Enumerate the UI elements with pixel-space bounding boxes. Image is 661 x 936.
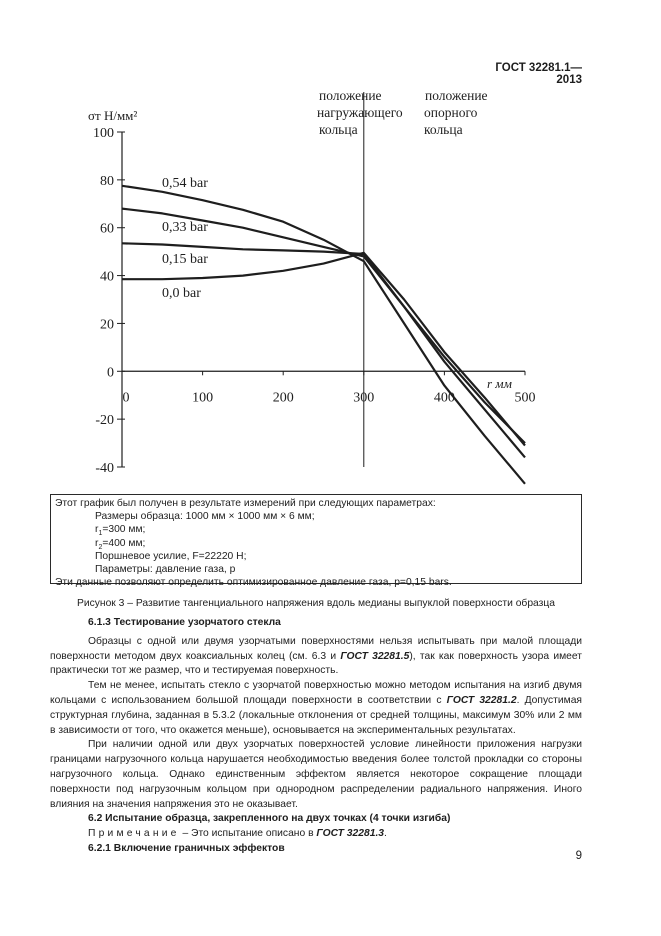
- support-ring-label-1: положение: [425, 88, 488, 103]
- support-ring-label-3: кольца: [424, 122, 463, 137]
- x-tick-label: 500: [514, 390, 536, 406]
- series-line-2: [122, 243, 525, 443]
- x-tick-label: 100: [192, 390, 214, 406]
- paragraph-3: При наличии одной или двух узорчатых поверхностей условие линейности приложения нагрузки границами нагрузочного кольца нарушается необходимостью введения более толстой прокладки со стороны нагрузочного кольца. Однако единственным эффектом является некоторое сокращение площади поверхности под нагрузочным кольцом при однородном распределении радиального напряжения. Иного влияния на значения напряжения это не оказывает.: [50, 739, 582, 810]
- series-line-3: [122, 253, 525, 446]
- measurement-parameters: [50, 494, 582, 589]
- loaded-ring-label-2: нагружающего: [317, 105, 403, 120]
- loaded-ring-label-1: положение: [319, 88, 382, 103]
- chart-ticks: [93, 126, 536, 476]
- x-tick-label: 0: [122, 390, 130, 406]
- series-label-054: 0,54 bar: [162, 176, 208, 191]
- x-tick-label: 400: [433, 390, 455, 406]
- paragraph-1: Образцы с одной или двумя узорчатыми поверхностями нельзя испытывать при малой площади поверхности методом двух коаксиальных колец (см. 6.3 и ГОСТ 32281.5), так как поверхность узора имеет практически тот же размер, что и тестируемая поверхность.: [50, 635, 583, 677]
- y-tick-label: 0: [107, 365, 114, 381]
- standard-designation: ГОСТ 32281.1—2013: [495, 62, 582, 86]
- section-title-613: 6.1.3 Тестирование узорчатого стекла: [88, 617, 281, 628]
- section-title-62: 6.2 Испытание образца, закрепленного на двух точках (4 точки изгиба): [88, 813, 451, 825]
- params-force: Поршневое усилие, F=22220 Н;: [95, 550, 247, 562]
- params-gas: Параметры: давление газа, p: [95, 564, 236, 576]
- note: Примечание – Это испытание описано в ГОСТ 32281.3.: [88, 828, 387, 840]
- y-axis-label: σт Н/мм²: [88, 108, 138, 123]
- section-title-621: 6.2.1 Включение граничных эффектов: [88, 842, 285, 854]
- support-ring-label-2: опорного: [424, 105, 478, 120]
- y-tick-label: 20: [100, 317, 114, 333]
- y-tick-label: 100: [93, 126, 114, 141]
- y-tick-label: 80: [100, 173, 114, 189]
- series-label-000: 0,0 bar: [162, 286, 201, 301]
- x-tick-label: 200: [272, 390, 294, 406]
- ref-gost-5: ГОСТ 32281.5: [340, 650, 410, 662]
- loaded-ring-label-3: кольца: [319, 122, 358, 137]
- chart-labels: [88, 88, 512, 391]
- ref-gost-3: ГОСТ 32281.3: [316, 828, 385, 840]
- series-label-033: 0,33 bar: [162, 220, 208, 235]
- params-intro: Этот график был получен в результате измерений при следующих параметрах:: [55, 498, 436, 509]
- paragraph-2: Тем не менее, испытать стекло с узорчатой поверхностью можно методом испытания на изгиб двумя кольцами с использованием большой площади поверхности в соответствии с ГОСТ 32281.2. Допустимая структурная глубина, заданная в 5.3.2 (локальные отклонения от средней толщины, максимум 30% или 2 мм в зависимости от того, что окажется меньше), основывается на экспериментальных результатах.: [50, 680, 583, 736]
- series-label-015: 0,15 bar: [162, 252, 208, 267]
- params-r2: $r_2=400$ мм;: [95, 537, 146, 551]
- params-conclusion: Эти данные позволяют определить оптимизированное давление газа, p=0,15 bars.: [55, 577, 452, 589]
- x-tick-label: 300: [353, 390, 375, 406]
- x-axis-label: r мм: [487, 376, 512, 391]
- y-tick-label: 60: [100, 221, 114, 237]
- body-text: [50, 616, 582, 857]
- params-r1: $r_1=300$ мм;: [95, 524, 146, 538]
- page-number: 9: [575, 850, 582, 862]
- note-label: Примечание: [88, 828, 180, 840]
- y-tick-label: -20: [95, 413, 114, 429]
- figure-caption: Рисунок 3 – Развитие тангенциального напряжения вдоль медианы выпуклой поверхности образца: [76, 598, 556, 609]
- y-tick-label: -40: [95, 461, 114, 476]
- params-size: Размеры образца: 1000 мм × 1000 мм × 6 мм;: [95, 511, 315, 523]
- ref-gost-2: ГОСТ 32281.2: [446, 694, 517, 706]
- y-tick-label: 40: [100, 269, 114, 285]
